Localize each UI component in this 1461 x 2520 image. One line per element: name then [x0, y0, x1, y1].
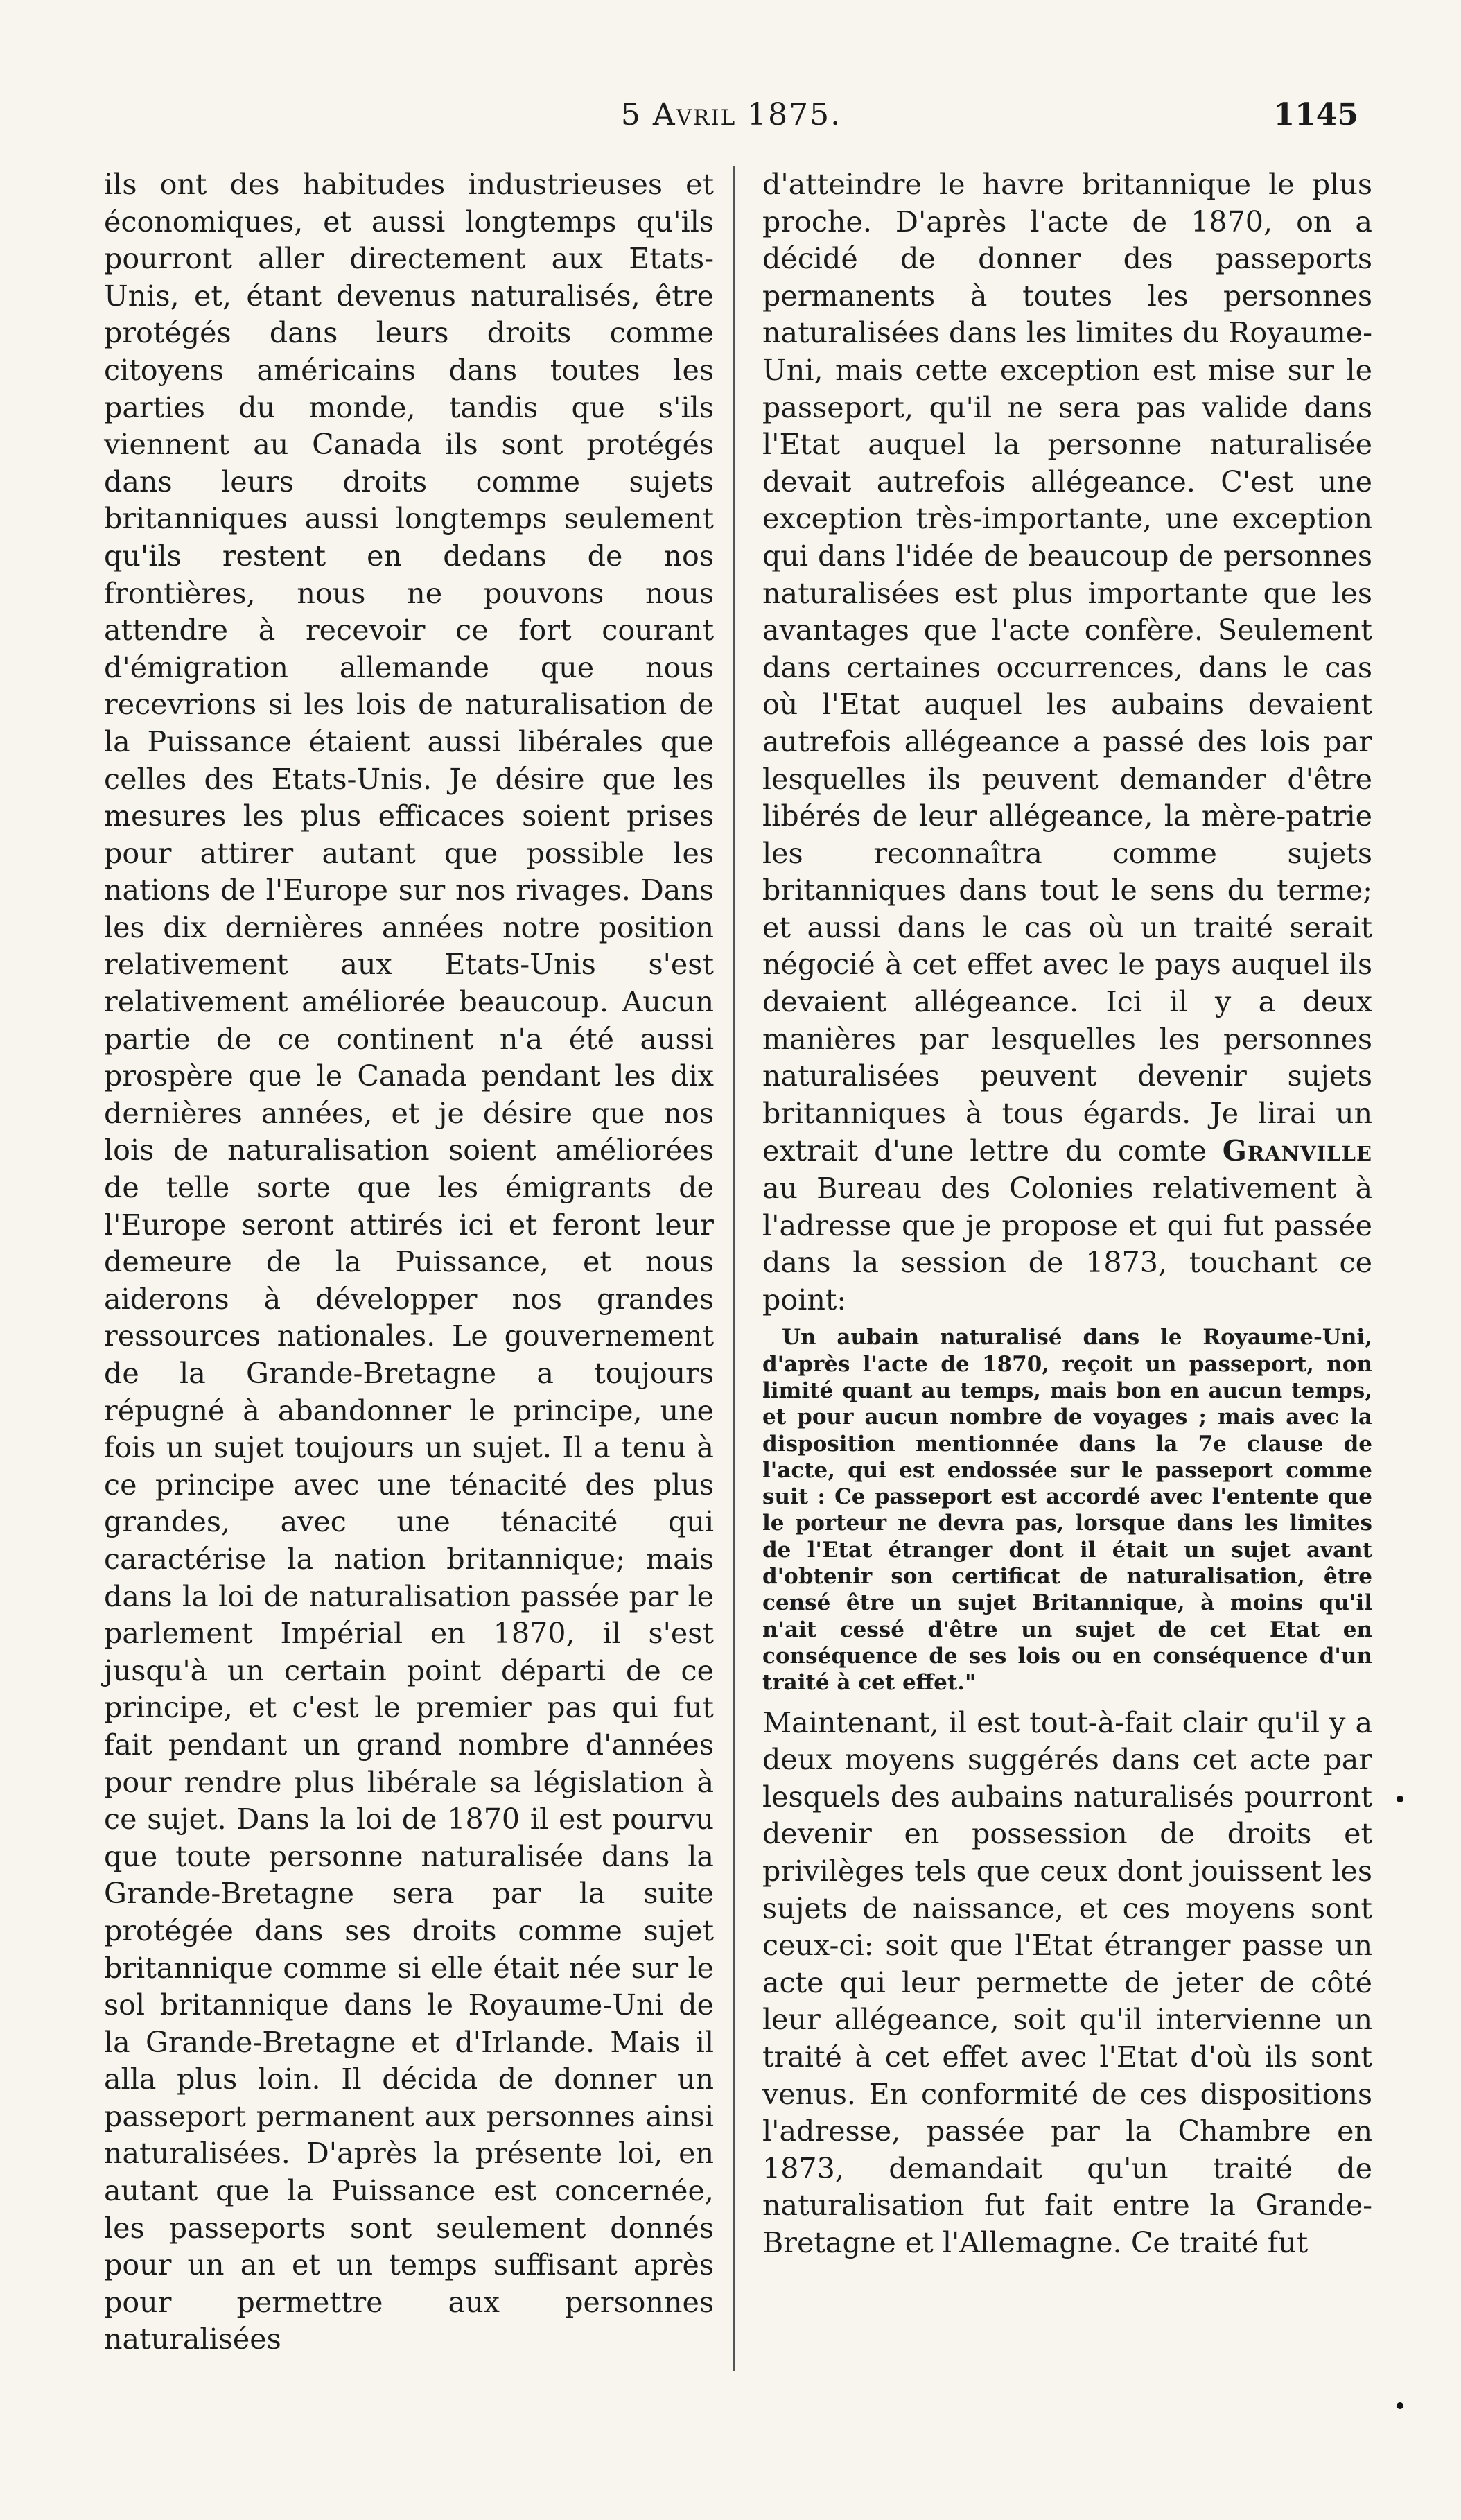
margin-dot [1397, 2402, 1403, 2409]
person-name: Granville [1222, 1133, 1372, 1168]
right-paragraph-2: Maintenant, il est tout-à-fait clair qu'il y a deux moyens suggérés dans cet acte par lesquels des aubains naturalisés pourront devenir en possession de droits et privilèges tels que ceux dont jouissent les sujets de naissance, et ces moyens sont ceux-ci: soit que l'Etat étranger passe un acte qui leur permette de jeter de côté leur allégeance, soit qu'il intervienne un traité à cet effet avec l'Etat d'où ils sont venus. En conformité de ces dispositions l'adresse, passée par la Chambre en 1873, demandait qu'un traité de naturalisation fut fait entre la Grande-Bretagne et l'Allemagne. Ce traité fut [762, 1705, 1372, 2259]
margin-dot [1397, 1796, 1403, 1802]
quoted-letter: Un aubain naturalisé dans le Royaume-Uni, d'après l'acte de 1870, reçoit un passeport, non limité quant au temps, mais bon en aucun temps, et pour aucun nombre de voyages ; mais avec la disposition mentionnée dans la 7e clause de l'acte, qui est endossée sur le passeport comme suit : Ce passeport est accordé avec l'entente que le porteur ne devra pas, lorsque dans les limites de l'Etat étranger dont il était un sujet avant d'obtenir son certificat de naturalisation, être censé être un sujet Britannique, à moins qu'il n'ait cessé d'être un sujet de cet Etat en conséquence de ses lois ou en conséquence d'un traité à cet effet." [762, 1325, 1372, 1696]
column-divider [733, 166, 735, 2371]
right-paragraph-1-end: au Bureau des Colonies relativement à l'adresse que je propose et qui fut passée dans la session de 1873, touchant ce point: [762, 1172, 1372, 1317]
page-date: 5 Avril 1875. [620, 97, 842, 132]
left-paragraph-1: ils ont des habitudes industrieuses et économiques, et aussi longtemps qu'ils pourront aller directement aux Etats-Unis, et, étant devenus naturalisés, être protégés dans leurs droits comme citoyens américains dans toutes les parties du monde, tandis que s'ils viennent au Canada ils sont protégés dans leurs droits comme sujets britanniques aussi longtemps seulement qu'ils restent en dedans de nos frontières, nous ne pouvons nous attendre à recevoir ce fort courant d'émigration allemande que nous recevrions si les lois de naturalisation de la Puissance étaient aussi libérales que celles des Etats-Unis. Je désire que les mesures les plus efficaces soient prises pour attirer autant que possible les nations de l'Europe sur nos rivages. Dans les dix dernières années notre position relativement aux Etats-Unis s'est relativement améliorée beaucoup. Aucun partie de ce continent n'a été aussi prospère que le Canada pendant les dix dernières années, et je désire que nos lois de naturalisation soient améliorées de telle sorte que les émigrants de l'Europe seront attirés ici et feront leur demeure de la Puissance, et nous aiderons à développer nos grandes ressources nationales. Le gouvernement de la Grande-Bretagne a toujours répugné à abandonner le principe, une fois un sujet toujours un sujet. Il a tenu à ce principe avec une ténacité des plus grandes, avec une ténacité qui caractérise la nation britannique; mais dans la loi de naturalisation passée par le parlement Impérial en 1870, il s'est jusqu'à un certain point départi de ce principe, et c'est le premier pas qui fut fait pendant un grand nombre d'années pour rendre plus libérale sa législation à ce sujet. Dans la loi de 1870 il est pourvu que toute personne naturalisée dans la Grande-Bretagne sera par la suite protégée dans ses droits comme sujet britannique comme si elle était née sur le sol britannique dans le Royaume-Uni de la Grande-Bretagne et d'Irlande. Mais il alla plus loin. Il décida de donner un passeport permanent aux personnes ainsi naturalisées. D'après la présente loi, en autant que la Puissance est concernée, les passeports sont seulement donnés pour un an et un temps suffisant après pour permettre aux personnes naturalisées [104, 168, 714, 2356]
page-header [104, 97, 1358, 153]
left-column [104, 166, 714, 2358]
right-paragraph-1-start: d'atteindre le havre britannique le plus proche. D'après l'acte de 1870, on a décidé de donner des passeports permanents à toutes les personnes naturalisées dans les limites du Royaume-Uni, mais cette exception est mise sur le passeport, qu'il ne sera pas valide dans l'Etat auquel la personne naturalisée devait autrefois allégeance. C'est une exception très-importante, une exception qui dans l'idée de beaucoup de personnes naturalisées est plus importante que les avantages que l'acte confère. Seulement dans certaines occurrences, dans le cas où l'Etat auquel les aubains devaient autrefois allégeance a passé des lois par lesquelles ils peuvent demander d'être libérés de leur allégeance, la mère-patrie les reconnaîtra comme sujets britanniques dans tout le sens du terme; et aussi dans le cas où un traité serait négocié à cet effet avec le pays auquel ils devaient allégeance. Ici il y a deux manières par lesquelles les personnes naturalisées peuvent devenir sujets britanniques à tous égards. Je lirai un extrait d'une lettre du comte [762, 168, 1372, 1168]
right-paragraph-1 [762, 166, 1372, 1319]
page-number: 1145 [1273, 97, 1358, 132]
right-column [762, 166, 1372, 2261]
